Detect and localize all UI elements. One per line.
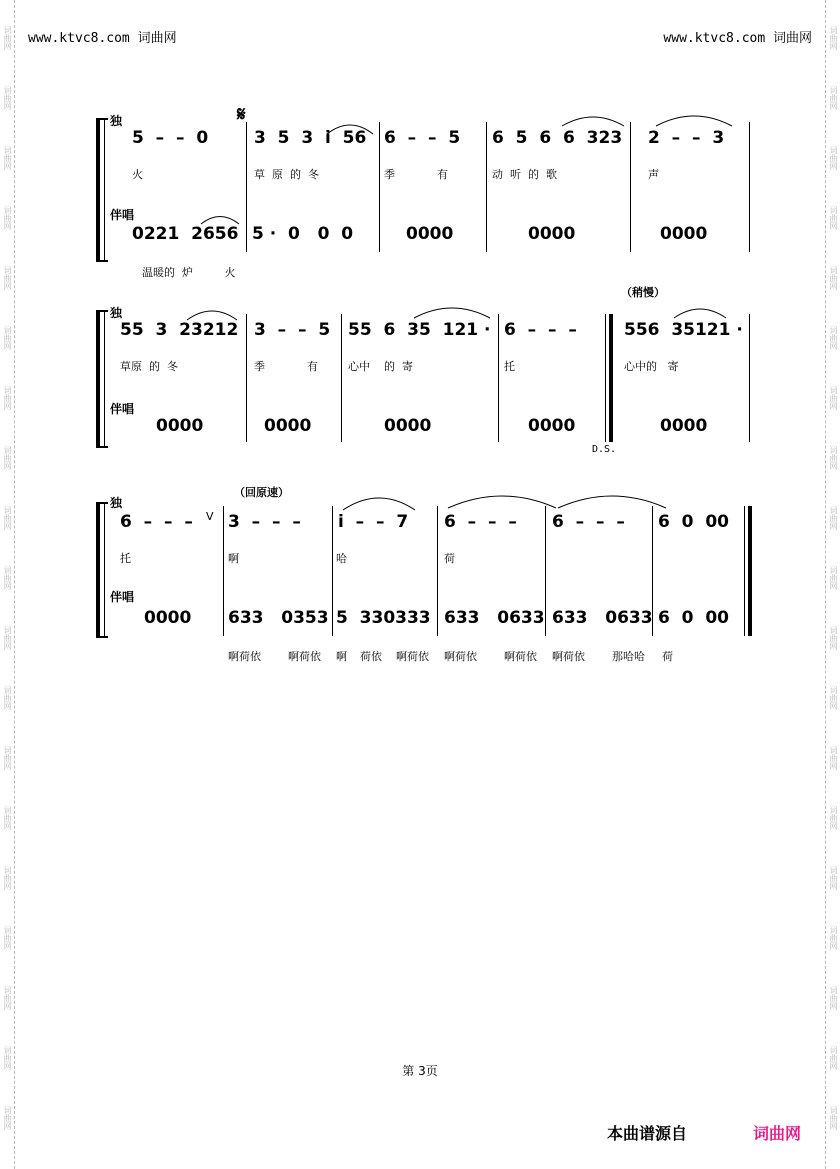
accompaniment-lyric: 荷	[662, 650, 673, 663]
solo-measure: i – – 7	[338, 512, 409, 532]
double-barline	[609, 314, 613, 442]
solo-lyric: 荷	[444, 552, 455, 565]
accompaniment-lyric: 啊荷依	[504, 650, 537, 663]
system-brace-line	[104, 118, 105, 262]
watermark-mark: 词曲网	[3, 1106, 12, 1130]
barline	[341, 314, 342, 442]
accompaniment-measure: 0000	[384, 416, 432, 436]
barline	[744, 506, 745, 636]
solo-measure: 6 0 00	[658, 512, 729, 532]
solo-part-label: 独	[110, 114, 123, 128]
system-brace	[96, 118, 100, 262]
watermark-mark: 词曲网	[829, 686, 838, 710]
page-number: 第 3页	[402, 1064, 438, 1078]
score-system-1	[96, 102, 756, 279]
right-watermark-column	[826, 8, 840, 1148]
solo-measure: 5 – – 0	[132, 128, 209, 148]
accompaniment-measure: 633 0633	[552, 608, 653, 628]
final-barline	[748, 506, 752, 636]
accompaniment-part-label: 伴唱	[110, 208, 135, 222]
solo-part-label: 独	[110, 306, 123, 320]
system-brace	[96, 310, 100, 448]
accompaniment-part-label: 伴唱	[110, 590, 135, 604]
watermark-mark: 词曲网	[3, 266, 12, 290]
watermark-mark: 词曲网	[829, 146, 838, 170]
solo-measure: 55 6 35 121 ·	[348, 320, 491, 340]
watermark-mark: 词曲网	[3, 506, 12, 530]
accompaniment-measure: 0000	[528, 224, 576, 244]
watermark-mark: 词曲网	[3, 746, 12, 770]
solo-lyric: 哈	[336, 552, 347, 565]
accompaniment-measure: 0000	[528, 416, 576, 436]
accompaniment-lyric: 那哈哈	[612, 650, 645, 663]
watermark-mark: 词曲网	[3, 206, 12, 230]
solo-lyric: 啊	[228, 552, 239, 565]
watermark-mark: 词曲网	[3, 566, 12, 590]
barline	[605, 314, 606, 442]
watermark-mark: 词曲网	[3, 146, 12, 170]
watermark-mark: 词曲网	[829, 446, 838, 470]
solo-lyric: 季 有	[384, 168, 448, 181]
watermark-mark: 词曲网	[829, 806, 838, 830]
watermark-mark: 词曲网	[3, 986, 12, 1010]
solo-lyric: 托	[120, 552, 131, 565]
accompaniment-measure: 0000	[660, 416, 708, 436]
solo-lyric: 草 原 的 冬	[254, 168, 319, 181]
accompaniment-lyric: 啊荷依	[552, 650, 585, 663]
solo-measure: 556 35121 ·	[624, 320, 743, 340]
watermark-mark: 词曲网	[3, 386, 12, 410]
brand-link[interactable]: 词曲网	[753, 1124, 802, 1143]
accompaniment-measure: 0000	[264, 416, 312, 436]
watermark-mark: 词曲网	[829, 746, 838, 770]
watermark-mark: 词曲网	[3, 1046, 12, 1070]
brace-cap-top	[96, 502, 108, 504]
watermark-mark: 词曲网	[3, 686, 12, 710]
watermark-mark: 词曲网	[829, 326, 838, 350]
accompaniment-measure: 5 · 0 0 0	[252, 224, 354, 244]
brace-cap-top	[96, 118, 108, 120]
barline	[545, 506, 546, 636]
accompaniment-measure: 633 0633	[444, 608, 545, 628]
solo-lyric: 声	[648, 168, 659, 181]
accompaniment-measure: 6 0 00	[658, 608, 729, 628]
score-system-3	[96, 484, 756, 664]
accompaniment-lyric: 啊荷依	[228, 650, 261, 663]
solo-measure: 6 – – –	[552, 512, 625, 532]
solo-lyric: 火	[132, 168, 143, 181]
brace-cap-bottom	[96, 260, 108, 262]
solo-measure: 2 – – 3	[648, 128, 725, 148]
solo-lyric: 托	[504, 360, 515, 373]
accompaniment-lyric: 啊荷依	[288, 650, 321, 663]
watermark-mark: 词曲网	[3, 326, 12, 350]
slur-mark	[412, 302, 492, 320]
solo-lyric: 动 听 的 歌	[492, 168, 557, 181]
slur-mark	[560, 112, 626, 128]
watermark-mark: 词曲网	[3, 26, 12, 50]
barline	[749, 314, 750, 442]
accompaniment-measure: 0000	[406, 224, 454, 244]
tempo-slower-mark: （稍慢）	[621, 286, 665, 299]
barline	[332, 506, 333, 636]
solo-measure: 55 3 23212	[120, 320, 239, 340]
solo-part-label: 独	[110, 496, 123, 510]
system-brace-line	[104, 310, 105, 448]
solo-measure: 3 – – –	[228, 512, 301, 532]
watermark-mark: 词曲网	[3, 926, 12, 950]
solo-lyric: 心中 的 寄	[348, 360, 413, 373]
solo-measure: 3 – – 5	[254, 320, 331, 340]
watermark-mark: 词曲网	[829, 926, 838, 950]
watermark-mark: 词曲网	[829, 206, 838, 230]
watermark-mark: 词曲网	[829, 266, 838, 290]
solo-lyric: 心中的 寄	[624, 360, 679, 373]
solo-measure: 6 – – –	[120, 512, 193, 532]
accompaniment-measure: 0221 2656	[132, 224, 239, 244]
score-system-2	[96, 286, 756, 460]
solo-measure: 3 5 3 i 56	[254, 128, 367, 148]
barline	[749, 122, 750, 252]
accompaniment-lyric: 荷依	[360, 650, 382, 663]
watermark-mark: 词曲网	[829, 986, 838, 1010]
watermark-mark: 词曲网	[3, 446, 12, 470]
ds-mark: D.S.	[592, 444, 617, 455]
accompaniment-lyric: 啊荷依	[396, 650, 429, 663]
barline	[498, 314, 499, 442]
watermark-mark: 词曲网	[829, 1106, 838, 1130]
system-brace	[96, 502, 100, 638]
accompaniment-measure: 0000	[156, 416, 204, 436]
brace-cap-top	[96, 310, 108, 312]
solo-lyric: 季 有	[254, 360, 318, 373]
system-brace-line	[104, 502, 105, 638]
accompaniment-lyric: 温暖的 炉 火	[142, 266, 236, 279]
slur-mark	[672, 304, 728, 320]
accompaniment-measure: 0000	[144, 608, 192, 628]
segno-icon: 𝄋	[237, 102, 246, 126]
left-watermark-column	[0, 8, 14, 1148]
watermark-mark: 词曲网	[3, 866, 12, 890]
watermark-mark: 词曲网	[829, 86, 838, 110]
barline	[630, 122, 631, 252]
source-label: 本曲谱源自	[607, 1124, 688, 1143]
slur-mark	[446, 490, 558, 510]
accompaniment-lyric: 啊荷依	[444, 650, 477, 663]
watermark-mark: 词曲网	[829, 506, 838, 530]
watermark-mark: 词曲网	[829, 566, 838, 590]
watermark-mark: 词曲网	[829, 866, 838, 890]
slur-mark	[341, 492, 417, 512]
barline	[379, 122, 380, 252]
header-site-left[interactable]: www.ktvc8.com 词曲网	[28, 31, 177, 46]
barline	[437, 506, 438, 636]
slur-mark	[654, 110, 734, 128]
solo-lyric: 草原 的 冬	[120, 360, 178, 373]
watermark-mark: 词曲网	[829, 26, 838, 50]
accompaniment-part-label: 伴唱	[110, 402, 135, 416]
brace-cap-bottom	[96, 446, 108, 448]
barline	[246, 314, 247, 442]
solo-measure: 6 – – –	[504, 320, 577, 340]
solo-measure: 6 – – 5	[384, 128, 461, 148]
accompaniment-lyric: 啊	[336, 650, 347, 663]
header-site-right[interactable]: www.ktvc8.com 词曲网	[663, 31, 812, 46]
tempo-back-mark: （回原速）	[234, 486, 289, 499]
solo-measure: 6 – – –	[444, 512, 517, 532]
watermark-mark: 词曲网	[3, 86, 12, 110]
brace-cap-bottom	[96, 636, 108, 638]
breath-mark: V	[206, 510, 214, 523]
barline	[223, 506, 224, 636]
accompaniment-measure: 5 330333	[336, 608, 431, 628]
watermark-mark: 词曲网	[3, 626, 12, 650]
accompaniment-measure: 633 0353	[228, 608, 329, 628]
watermark-mark: 词曲网	[829, 386, 838, 410]
barline	[246, 122, 247, 252]
slur-mark	[556, 490, 668, 510]
solo-measure: 6 5 6 6 323	[492, 128, 623, 148]
watermark-mark: 词曲网	[3, 806, 12, 830]
watermark-mark: 词曲网	[829, 1046, 838, 1070]
accompaniment-measure: 0000	[660, 224, 708, 244]
barline	[486, 122, 487, 252]
watermark-mark: 词曲网	[829, 626, 838, 650]
